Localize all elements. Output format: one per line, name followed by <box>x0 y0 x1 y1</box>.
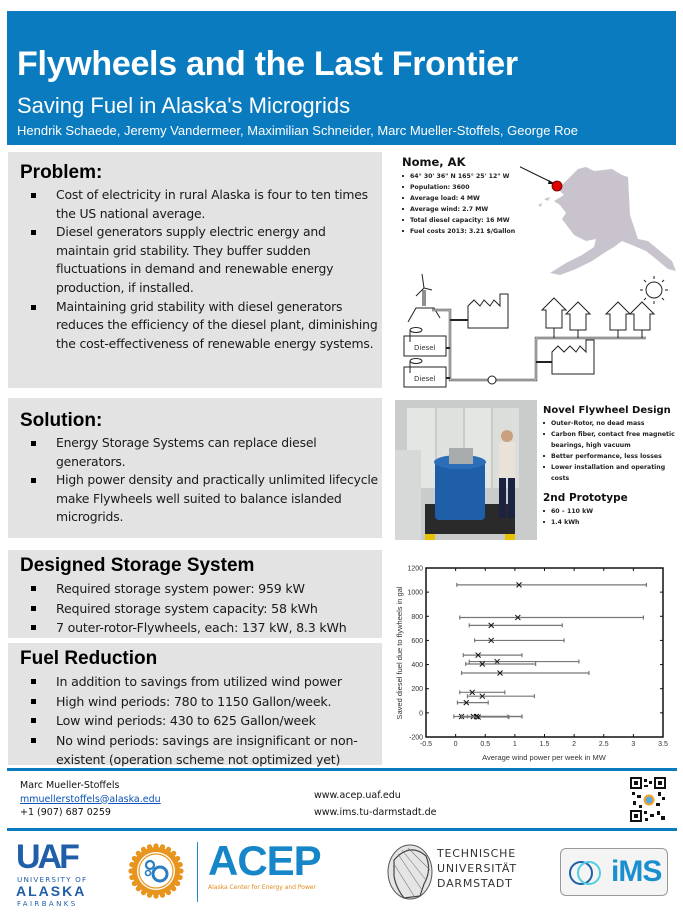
prototype-specs-list <box>543 506 683 528</box>
tud-line: TECHNISCHE <box>437 847 516 860</box>
website-links <box>314 787 436 821</box>
x-tick-label: 1.5 <box>539 741 550 748</box>
storage-list <box>20 579 382 638</box>
acep-logo <box>208 837 321 891</box>
novel-heading: Novel Flywheel Design <box>543 405 671 416</box>
list-item: 64° 30' 36" N 165° 25' 12" W <box>402 171 542 182</box>
diesel-label: Diesel <box>414 375 436 383</box>
x-tick-label: 3 <box>631 741 636 748</box>
list-item: Population: 3600 <box>402 182 542 193</box>
list-item: Required storage system power: 959 kW <box>20 579 382 599</box>
logo-divider <box>197 842 198 902</box>
ims-wordmark: iMS <box>611 855 662 888</box>
poster-subtitle: Saving Fuel in Alaska's Microgrids <box>17 93 351 118</box>
acep-wordmark: ACEP <box>208 837 321 884</box>
svg-text:FAIRBANKS: FAIRBANKS <box>17 900 78 908</box>
problem-list <box>20 186 382 353</box>
x-tick-label: 0 <box>453 741 458 748</box>
author-list: Hendrik Schaede, Jeremy Vandermeer, Maximilian Schneider, Marc Mueller-Stoffels, George Roe <box>17 123 578 138</box>
fuel-heading: Fuel Reduction <box>20 648 158 669</box>
list-item: In addition to savings from utilized wind power <box>20 672 382 692</box>
fuel-savings-chart <box>390 555 683 767</box>
acep-website-link[interactable]: www.acep.uaf.edu <box>314 790 401 801</box>
y-tick-label: 0 <box>419 710 423 718</box>
ims-logo <box>560 848 668 896</box>
y-tick-label: -200 <box>408 734 423 742</box>
acep-tagline: Alaska Center for Energy and Power <box>208 884 317 891</box>
list-item: Required storage system capacity: 58 kWh <box>20 599 382 619</box>
list-item: Lower installation and operating costs <box>543 462 683 484</box>
list-item: Energy Storage Systems can replace diesel generators. <box>20 434 382 471</box>
novel-design-info <box>543 405 683 528</box>
novel-features-list <box>543 418 683 484</box>
microgrid-diagram <box>392 258 680 388</box>
tud-line: DARMSTADT <box>437 877 513 890</box>
x-tick-label: 2 <box>572 741 577 748</box>
x-tick-label: 3.5 <box>658 741 668 748</box>
contact-email-link[interactable]: mmuellerstoffels@alaska.edu <box>20 793 161 805</box>
list-item: Average load: 4 MW <box>402 193 542 204</box>
fuel-reduction-section <box>8 643 382 765</box>
y-tick-label: 400 <box>411 662 423 670</box>
problem-section <box>8 152 382 388</box>
svg-text:UAF: UAF <box>16 838 77 876</box>
storage-section <box>8 550 382 638</box>
ims-rings-icon <box>567 857 607 889</box>
contact-phone: +1 (907) 687 0259 <box>20 807 111 818</box>
list-item: Low wind periods: 430 to 625 Gallon/week <box>20 711 382 731</box>
storage-heading: Designed Storage System <box>20 555 255 576</box>
factory-icon <box>536 340 594 374</box>
y-tick-label: 800 <box>411 613 423 621</box>
poster-header <box>7 11 676 145</box>
footer-divider <box>7 828 677 831</box>
nome-heading: Nome, AK <box>402 155 466 169</box>
svg-text:UNIVERSITY OF: UNIVERSITY OF <box>17 875 88 884</box>
list-item: Outer-Rotor, no dead mass <box>543 418 683 429</box>
fuel-list <box>20 672 382 770</box>
qr-code-icon <box>630 777 666 822</box>
tu-darmstadt-athena-logo-icon <box>380 840 440 904</box>
x-tick-label: 1 <box>512 741 517 748</box>
x-axis-label: Average wind power per week in MW <box>482 753 606 762</box>
list-item: Fuel costs 2013: 3.21 $/Gallon <box>402 226 542 237</box>
house-icon <box>542 298 566 338</box>
factory-icon <box>468 294 508 328</box>
plot-area <box>426 568 663 737</box>
y-tick-label: 1000 <box>407 589 423 597</box>
list-item: Average wind: 2.7 MW <box>402 204 542 215</box>
solution-section <box>8 398 382 538</box>
prototype-heading: 2nd Prototype <box>543 492 628 504</box>
contact-info <box>20 779 161 820</box>
y-tick-label: 600 <box>411 637 423 645</box>
problem-heading: Problem: <box>20 162 103 183</box>
list-item: High power density and practically unlimited lifecycle make Flywheels well suited to balance islanded microgrids. <box>20 471 382 527</box>
diesel-label: Diesel <box>414 344 436 352</box>
uaf-logo <box>14 838 90 908</box>
ims-website-link[interactable]: www.ims.tu-darmstadt.de <box>314 807 437 818</box>
list-item: Total diesel capacity: 16 MW <box>402 215 542 226</box>
list-item: 7 outer-rotor-Flywheels, each: 137 kW, 8.3 kWh <box>20 618 382 638</box>
house-icon <box>566 302 590 338</box>
house-icon <box>606 302 630 338</box>
nome-marker-icon <box>552 181 562 191</box>
list-item: 60 – 110 kW <box>543 506 683 517</box>
x-tick-label: 0.5 <box>480 741 491 748</box>
list-item: Maintaining grid stability with diesel generators reduces the efficiency of the diesel plant, diminishing the cost-effectiveness of renewable energy systems. <box>20 298 382 354</box>
y-tick-label: 1200 <box>407 565 423 573</box>
alaska-map-icon <box>520 155 680 275</box>
list-item: Better performance, less losses <box>543 451 683 462</box>
y-tick-label: 200 <box>411 686 423 694</box>
transformer-icon <box>488 376 496 384</box>
poster-title: Flywheels and the Last Frontier <box>17 45 518 83</box>
svg-text:ALASKA: ALASKA <box>16 883 87 899</box>
tu-darmstadt-wordmark <box>437 846 517 891</box>
wind-turbine-icon <box>408 274 440 322</box>
acep-gear-logo-icon <box>128 843 184 899</box>
list-item: Carbon fiber, contact free magnetic bearings, high vacuum <box>543 429 683 451</box>
y-axis-label: Saved diesel fuel due to flywheels in gal <box>395 586 404 720</box>
solution-list <box>20 434 382 527</box>
x-tick-label: -0.5 <box>419 741 433 748</box>
sun-icon <box>640 276 668 304</box>
tud-line: UNIVERSITÄT <box>437 862 517 875</box>
list-item: No wind periods: savings are insignificant or non-existent (operation scheme not optimized yet) <box>20 731 382 770</box>
contact-name: Marc Mueller-Stoffels <box>20 780 120 791</box>
list-item: 1.4 kWh <box>543 517 683 528</box>
list-item: Diesel generators supply electric energy and maintain grid stability. They buffer sudden fluctuations in demand and renewable energy production, if installed. <box>20 223 382 297</box>
flywheel-prototype-photo <box>395 400 537 540</box>
footer-divider <box>7 768 677 771</box>
house-icon <box>630 302 654 338</box>
solution-heading: Solution: <box>20 410 103 431</box>
list-item: Cost of electricity in rural Alaska is four to ten times the US national average. <box>20 186 382 223</box>
x-tick-label: 2.5 <box>598 741 609 748</box>
list-item: High wind periods: 780 to 1150 Gallon/week. <box>20 692 382 712</box>
